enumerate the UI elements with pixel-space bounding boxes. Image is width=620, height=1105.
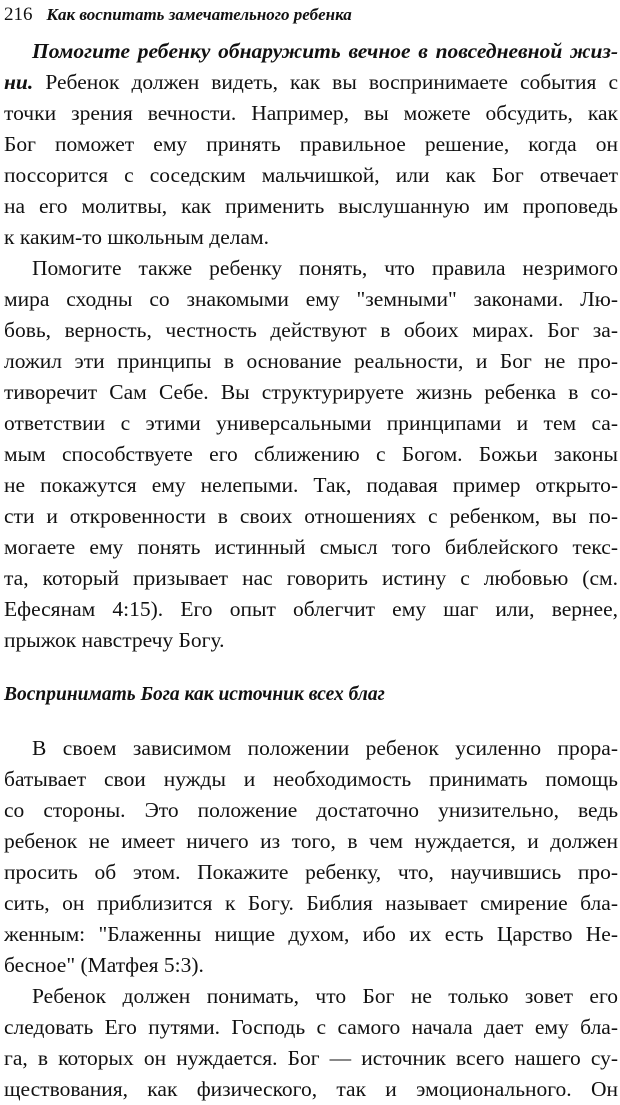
text-line: женным: "Блаженны нищие духом, ибо их есть Царство Не- bbox=[4, 922, 618, 946]
text-line bbox=[4, 67, 618, 98]
text-line: ществования, как физического, так и эмоционального. Он bbox=[4, 1077, 618, 1101]
running-head bbox=[4, 2, 352, 26]
text-line: сти и откровенности в своих отношениях с ребенком, вы по- bbox=[4, 504, 618, 528]
section-spacer bbox=[4, 710, 618, 733]
text-line: Помогите ребенку обнаружить вечное в повседневной жиз- bbox=[32, 39, 618, 63]
text-line: га, в которых он нуждается. Бог — источник всего нашего су- bbox=[4, 1046, 618, 1070]
text-line: батывает свои нужды и необходимость принимать помощь bbox=[4, 767, 618, 791]
text-line: на его молитвы, как применить выслушанную им проповедь bbox=[4, 194, 618, 218]
text-line: ребенок не имеет ничего из того, в чем нуждается, и должен bbox=[4, 829, 618, 853]
text-line: В своем зависимом положении ребенок усиленно прора- bbox=[32, 736, 618, 760]
text-line: Ефесянам 4:15). Его опыт облегчит ему шаг или, вернее, bbox=[4, 597, 618, 621]
text-line: поссорится с соседским мальчишкой, или как Бог отвечает bbox=[4, 163, 618, 187]
text-line: не покажутся ему нелепыми. Так, подавая пример открыто- bbox=[4, 473, 618, 497]
text-line: прыжок навстречу Богу. bbox=[4, 628, 225, 652]
text-line: могаете ему понять истинный смысл того библейского текс- bbox=[4, 535, 618, 559]
paragraph bbox=[4, 981, 618, 1105]
text-line: мира сходны со знакомыми ему "земными" законами. Лю- bbox=[4, 287, 618, 311]
emphasis-text: ни. bbox=[4, 70, 34, 94]
section-heading: Воспринимать Бога как источник всех благ bbox=[4, 684, 385, 705]
text-line: просить об этом. Покажите ребенку, что, научившись про- bbox=[4, 860, 618, 884]
text-line: Ребенок должен понимать, что Бог не только зовет его bbox=[32, 984, 618, 1008]
text-line: бовь, верность, честность действуют в обоих мирах. Бог за- bbox=[4, 318, 618, 342]
text-line: ложил эти принципы в основание реальности, и Бог не про- bbox=[4, 349, 618, 373]
text-line: Помогите также ребенку понять, что правила незримого bbox=[32, 256, 618, 280]
text-line: та, который призывает нас говорить истину с любовью (см. bbox=[4, 566, 618, 590]
paragraph bbox=[4, 253, 618, 656]
book-title: Как воспитать замечательного ребенка bbox=[46, 5, 352, 24]
paragraph bbox=[4, 733, 618, 981]
text-fragment: Ребенок должен видеть, как вы воспринимаете события с bbox=[33, 70, 618, 94]
text-line: Бог поможет ему принять правильное решение, когда он bbox=[4, 132, 618, 156]
text-line: точки зрения вечности. Например, вы можете обсудить, как bbox=[4, 101, 618, 125]
text-line: бесное" (Матфея 5:3). bbox=[4, 953, 204, 977]
text-line: тиворечит Сам Себе. Вы структурируете жизнь ребенка в со- bbox=[4, 380, 618, 404]
text-line: мым способствуете его сближению с Богом. Божьи законы bbox=[4, 442, 618, 466]
body-text bbox=[4, 36, 618, 1105]
text-line: со стороны. Это положение достаточно унизительно, ведь bbox=[4, 798, 618, 822]
paragraph bbox=[4, 36, 618, 253]
text-line: к каким-то школьным делам. bbox=[4, 225, 270, 249]
text-line: ответствии с этими универсальными принципами и тем са- bbox=[4, 411, 618, 435]
page-number: 216 bbox=[4, 4, 33, 25]
section-spacer bbox=[4, 656, 618, 679]
text-line: следовать Его путями. Господь с самого начала дает ему бла- bbox=[4, 1015, 618, 1039]
text-line: сить, он приблизится к Богу. Библия называет смирение бла- bbox=[4, 891, 618, 915]
